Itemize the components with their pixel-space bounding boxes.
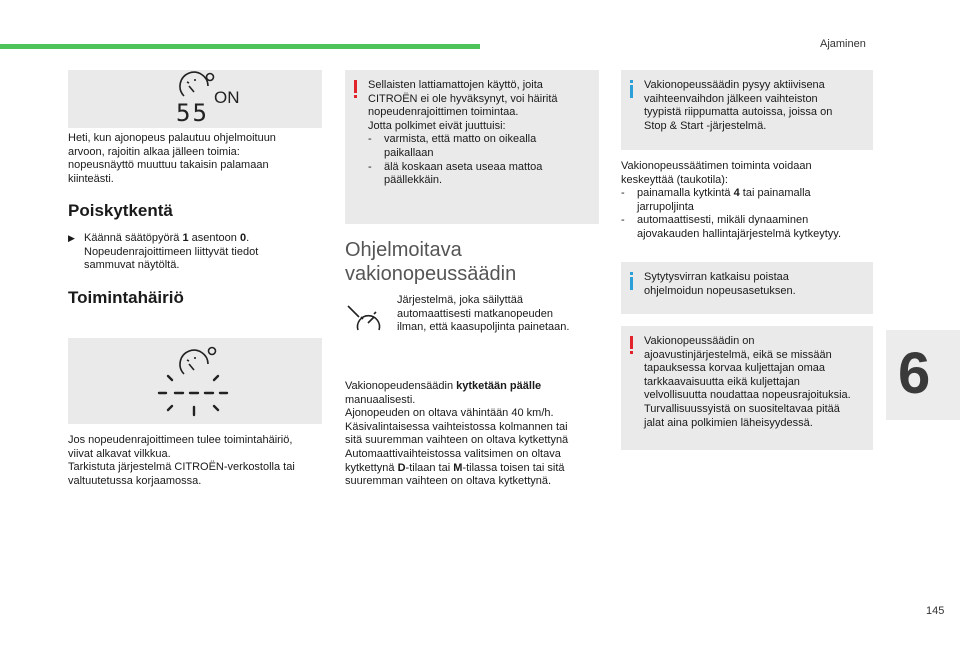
step-arrow-icon: ▶	[68, 233, 75, 243]
resume-paragraph	[68, 132, 326, 186]
text-line: Ajonopeuden on oltava vähintään 40 km/h.	[345, 407, 554, 420]
list-item: - automaattisesti, mikäli dynaaminen ajovakauden hallintajärjestelmä kytkeytyy.	[621, 214, 873, 241]
text-line: CITROËN ei ole hyväksynyt, voi häiritä	[368, 92, 558, 105]
section-title: Ajaminen	[820, 38, 866, 50]
malfunction-paragraph	[68, 434, 330, 488]
text-line: keskeyttää (taukotila):	[621, 173, 728, 186]
text-line: Järjestelmä, joka säilyttää	[397, 294, 523, 306]
text-line: paikallaan	[384, 146, 434, 159]
info-box-ignition	[621, 262, 873, 314]
text-line: Stop & Start -järjestelmä.	[644, 119, 767, 132]
text-line: älä koskaan aseta useaa mattoa	[384, 160, 543, 173]
text-line: Käännä säätöpyörä 1 asentoon 0.	[84, 232, 250, 244]
text-line: nopeudenrajoittimen toimintaa.	[368, 106, 519, 119]
heading-malfunction: Toimintahäiriö	[68, 288, 184, 307]
interrupt-paragraph	[621, 160, 873, 242]
text-line: Käsivalintaisessa vaihteistossa kolmannen tai	[345, 420, 568, 433]
text-line: automaattisesti matkanopeuden	[397, 307, 553, 320]
text-line: kytkettynä D-tilaan tai M-tilassa toisen tai sitä	[345, 461, 565, 474]
step-item	[68, 232, 326, 273]
text-line: Sytytysvirran katkaisu poistaa	[644, 271, 789, 283]
text-line: nopeusnäyttö muuttuu takaisin palamaan	[68, 159, 269, 172]
info-box-stop-start	[621, 70, 873, 150]
heading-cruise-control	[345, 238, 516, 286]
text-line: ohjelmoidun nopeusasetuksen.	[644, 284, 796, 297]
switch-off-step	[68, 232, 326, 273]
activation-paragraph	[345, 380, 597, 489]
text-line: ajoavustinjärjestelmä, eikä se missään	[644, 348, 832, 361]
text-line: tapauksessa korvaa kuljettajan omaa	[644, 362, 825, 375]
text-line: sammuvat näytöltä.	[84, 259, 180, 272]
warning-box-driver-assist	[621, 326, 873, 450]
text-line: Heti, kun ajonopeus palautuu ohjelmoituun	[68, 132, 276, 144]
text-line: Jotta polkimet eivät juuttuisi:	[368, 119, 506, 132]
text-line: jarrupoljinta	[637, 200, 694, 213]
text-line: jalat aina polkimien läheisyydessä.	[644, 416, 813, 429]
cruise-control-description	[397, 294, 597, 335]
list-item: - varmista, että matto on oikealla paikallaan	[368, 133, 589, 160]
text-line: valtuutetussa korjaamossa.	[68, 474, 202, 487]
text-line: varmista, että matto on oikealla	[384, 133, 537, 146]
heading-switch-off: Poiskytkentä	[68, 201, 173, 220]
cruise-control-icon	[345, 300, 389, 340]
text-line: päällekkäin.	[384, 174, 443, 187]
display-on-label: ON	[214, 88, 240, 107]
list-item: - painamalla kytkintä 4 tai painamalla jarrupoljinta	[621, 187, 873, 214]
info-icon	[630, 272, 634, 290]
text-line: manuaalisesti.	[345, 393, 416, 406]
display-fault-panel	[68, 338, 322, 424]
text-line: sitä suuremman vaihteen on oltava kytkettynä	[345, 434, 569, 447]
text-line: Turvallisuussyistä on suositeltavaa pitää	[644, 402, 840, 415]
text-line: ajovakauden hallintajärjestelmä kytkeytyy.	[637, 227, 842, 240]
text-line: Vakionopeussäädin pysyy aktiivisena	[644, 79, 825, 91]
heading-line: Ohjelmoitava	[345, 239, 462, 261]
text-line: tyypistä riippumatta autoissa, joissa on	[644, 106, 833, 119]
warning-icon	[354, 80, 358, 98]
text-line: Vakionopeussäätimen toiminta voidaan	[621, 160, 812, 172]
info-icon	[630, 80, 634, 98]
text-line: Vakionopeudensäädin kytketään päälle	[345, 380, 542, 392]
text-line: Nopeudenrajoittimeen liittyvät tiedot	[84, 245, 259, 258]
text-line: Sellaisten lattiamattojen käyttö, joita	[368, 79, 543, 91]
text-line: Automaattivaihteistossa valitsimen on oltava	[345, 447, 561, 460]
page-number: 145	[926, 605, 945, 617]
display-digits: 55	[176, 99, 209, 127]
list-item: - älä koskaan aseta useaa mattoa päällekkäin.	[368, 161, 589, 188]
text-line: Tarkistuta järjestelmä CITROËN-verkostolla tai	[68, 461, 295, 474]
text-line: tarkkaavaisuutta eikä kuljettajan	[644, 375, 800, 388]
text-line: kiinteästi.	[68, 172, 114, 185]
speed-limiter-on-icon	[68, 70, 322, 128]
text-line: velvollisuutta noudattaa nopeusrajoituksia.	[644, 389, 851, 402]
text-line: automaattisesti, mikäli dynaaminen	[637, 214, 809, 227]
text-line: painamalla kytkintä 4 tai painamalla	[637, 187, 811, 200]
text-line: Jos nopeudenrajoittimeen tulee toimintahäiriö,	[68, 434, 293, 446]
warning-icon	[630, 336, 634, 354]
speed-limiter-fault-icon	[68, 338, 322, 424]
heading-line: vakionopeussäädin	[345, 263, 517, 285]
text-line: suuremman vaihteen on oltava kytkettynä.	[345, 475, 552, 488]
text-line: ilman, että kaasupoljinta painetaan.	[397, 321, 570, 334]
text-line: arvoon, rajoitin alkaa jälleen toimia:	[68, 145, 240, 158]
text-line: vaihteenvaihdon jälkeen vaihteiston	[644, 92, 818, 105]
chapter-number: 6	[898, 341, 931, 406]
warning-box-floor-mats	[345, 70, 599, 224]
display-on-panel	[68, 70, 322, 128]
text-line: Vakionopeussäädin on	[644, 335, 755, 347]
header-accent-bar	[0, 44, 480, 49]
text-line: viivat alkavat vilkkua.	[68, 447, 171, 460]
